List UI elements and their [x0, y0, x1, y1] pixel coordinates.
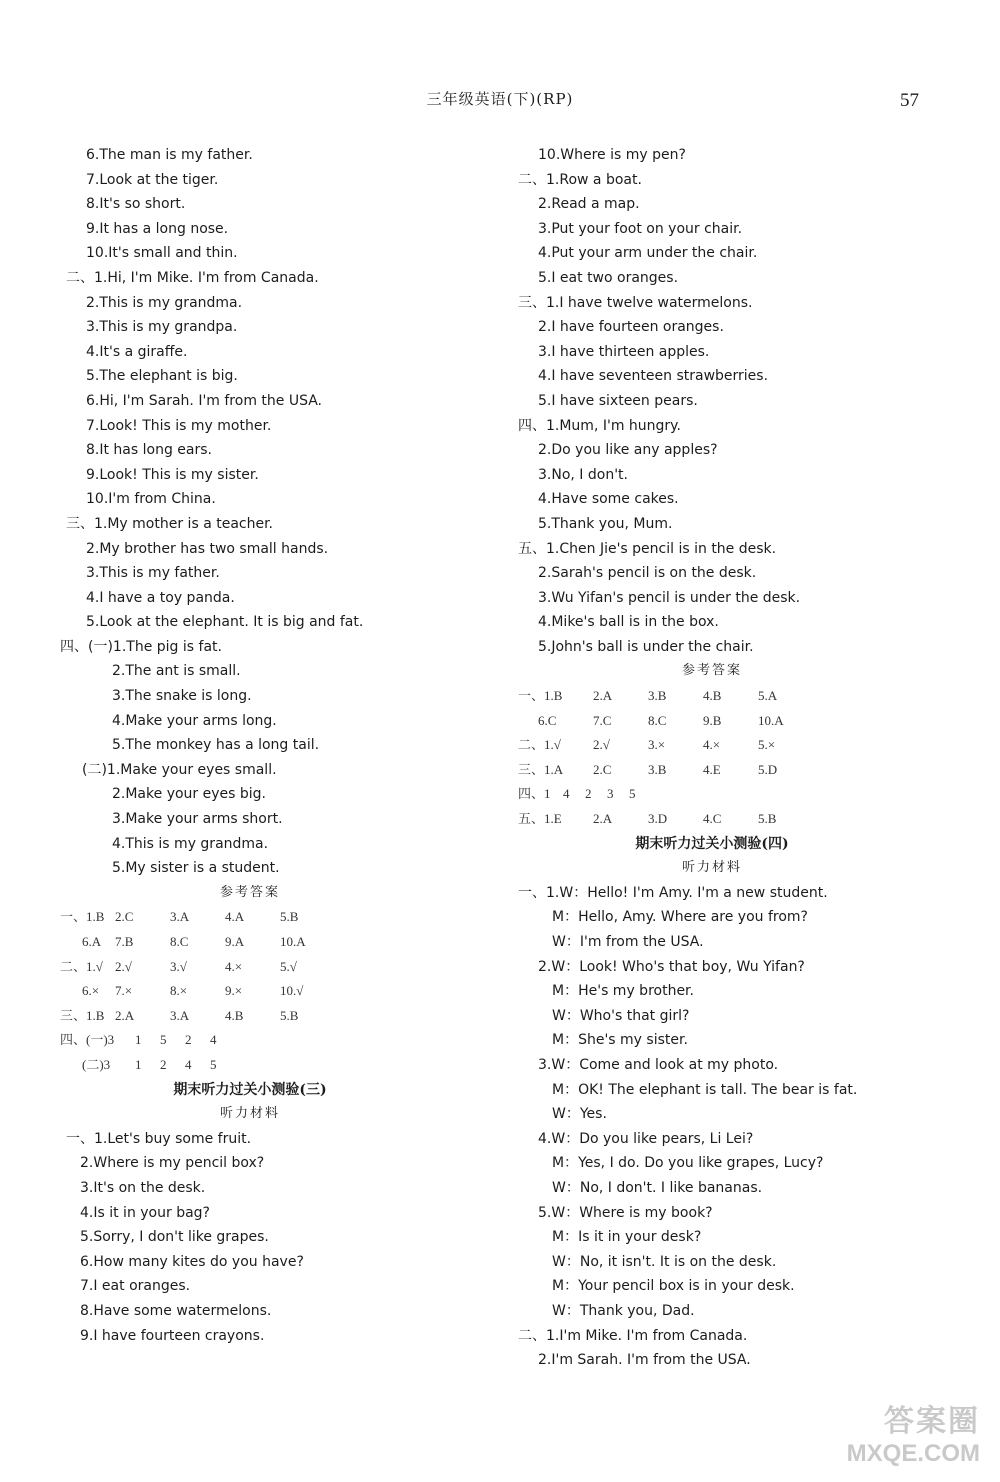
text-line: 7.Look at the tiger.: [86, 171, 219, 188]
test3-title: 期末听力过关小测验(三): [173, 1081, 327, 1098]
answer-cell: 4.B: [225, 1007, 244, 1023]
answer-cell: 5.B: [758, 811, 777, 827]
text-line: 2.I have fourteen oranges.: [538, 319, 724, 336]
dialogue-line: 2.W：Look! Who's that boy, Wu Yifan?: [538, 958, 805, 975]
text-line: 6.How many kites do you have?: [80, 1253, 304, 1270]
text-line: 2.Where is my pencil box?: [80, 1155, 265, 1172]
answer-cell: 2.C: [115, 909, 134, 925]
answer-row: [512, 733, 932, 758]
answers-title: 参考答案: [219, 884, 280, 900]
answer-cell: 2: [585, 786, 592, 802]
answer-cell: 三、1.A: [518, 761, 564, 777]
text-line: 4.Have some cakes.: [538, 491, 679, 508]
text-line: 8.It has long ears.: [86, 442, 212, 459]
answer-row: [512, 709, 932, 734]
text-line: 6.The man is my father.: [86, 147, 253, 163]
text-line: 9.I have fourteen crayons.: [80, 1327, 265, 1344]
text-line: 10.Where is my pen?: [538, 147, 686, 163]
answer-cell: 4: [185, 1056, 192, 1072]
dialogue-line: W：Thank you, Dad.: [552, 1302, 695, 1319]
answer-row: [60, 1028, 480, 1053]
answer-cell: 三、1.B: [60, 1007, 105, 1023]
text-line: 5.John's ball is under the chair.: [538, 638, 754, 655]
text-line: 3.Wu Yifan's pencil is under the desk.: [538, 589, 801, 606]
answers-title: 参考答案: [681, 663, 742, 679]
answer-cell: 3.×: [648, 737, 666, 753]
answer-cell: 9.B: [703, 712, 722, 728]
text-line: 10.I'm from China.: [86, 491, 216, 508]
text-line: 2.I'm Sarah. I'm from the USA.: [538, 1352, 751, 1369]
answer-cell: 9.×: [225, 983, 243, 999]
dialogue-line: W：No, I don't. I like bananas.: [552, 1179, 763, 1196]
text-line: 9.Look! This is my sister.: [86, 466, 259, 483]
answer-cell: 四、(一)3: [60, 1032, 115, 1048]
answer-cell: 2.C: [593, 761, 612, 777]
test4-title: 期末听力过关小测验(四): [635, 835, 789, 852]
text-line: 5.The monkey has a long tail.: [112, 737, 320, 754]
answer-cell: 5.B: [280, 909, 299, 925]
answer-row: [60, 930, 480, 955]
dialogue-line: M：She's my sister.: [552, 1032, 688, 1049]
answer-row: [60, 1053, 480, 1078]
answer-cell: 2: [160, 1056, 167, 1072]
answer-cell: 一、1.B: [60, 909, 105, 925]
answer-cell: 五、1.E: [518, 811, 562, 827]
answer-cell: 2.√: [115, 958, 132, 974]
text-line: 5.Sorry, I don't like grapes.: [80, 1229, 269, 1246]
answer-row: [60, 905, 480, 930]
text-line: 3.This is my father.: [86, 565, 220, 582]
answer-cell: 4.C: [703, 811, 722, 827]
text-line: 2.Make your eyes big.: [112, 786, 266, 803]
dialogue-line: 5.W：Where is my book?: [538, 1204, 713, 1221]
section-heading-line: 五、1.Chen Jie's pencil is in the desk.: [518, 540, 777, 557]
answer-cell: 4.×: [703, 737, 721, 753]
dialogue-line: M：Yes, I do. Do you like grapes, Lucy?: [552, 1155, 824, 1172]
section-heading-line: 二、1.Hi, I'm Mike. I'm from Canada.: [66, 269, 319, 286]
text-line: 4.Make your arms long.: [112, 712, 277, 729]
text-line: 2.My brother has two small hands.: [86, 540, 329, 557]
text-line: 2.The ant is small.: [112, 663, 241, 680]
text-line: 9.It has a long nose.: [86, 220, 229, 237]
section-heading-line: 三、1.My mother is a teacher.: [66, 515, 274, 532]
left-column: [60, 143, 480, 1348]
text-line: 5.Thank you, Mum.: [538, 515, 673, 532]
text-line: 3.Put your foot on your chair.: [538, 220, 743, 237]
answer-cell: 8.×: [170, 983, 188, 999]
answer-cell: 3.A: [170, 909, 190, 925]
text-line: 8.Have some watermelons.: [80, 1302, 272, 1319]
answer-row: [60, 979, 480, 1004]
answer-cell: 10.A: [280, 934, 306, 949]
answer-cell: 7.C: [593, 712, 612, 728]
section-heading-line: 二、1.I'm Mike. I'm from Canada.: [518, 1327, 748, 1344]
dialogue-line: M：OK! The elephant is tall. The bear is fat.: [552, 1081, 858, 1098]
answer-cell: 3.√: [170, 958, 187, 974]
dialogue-line: W：Yes.: [552, 1106, 607, 1123]
section-heading-line: 一、1.W：Hello! I'm Amy. I'm a new student.: [518, 884, 828, 901]
answer-cell: 4.A: [225, 909, 245, 925]
answer-cell: 5.A: [758, 688, 778, 704]
answer-cell: 5: [160, 1032, 167, 1048]
answer-cell: 5: [629, 786, 636, 802]
dialogue-line: 4.W：Do you like pears, Li Lei?: [538, 1130, 754, 1147]
text-line: 4.It's a giraffe.: [86, 343, 188, 360]
answer-cell: 3: [607, 786, 614, 802]
answer-cell: 2.A: [593, 811, 613, 827]
answer-cell: 5.√: [280, 958, 297, 974]
answer-row: [60, 1004, 480, 1029]
answer-cell: 5.×: [758, 737, 776, 753]
dialogue-line: M：Your pencil box is in your desk.: [552, 1278, 795, 1295]
text-line: 5.I have sixteen pears.: [538, 392, 698, 409]
text-line: 5.I eat two oranges.: [538, 269, 679, 286]
answer-row: [512, 807, 932, 832]
answer-row: [512, 684, 932, 709]
text-line: 2.Read a map.: [538, 196, 640, 213]
answer-cell: 1: [135, 1056, 142, 1072]
answer-cell: 6.A: [82, 934, 102, 949]
dialogue-line: M：Hello, Amy. Where are you from?: [552, 909, 808, 926]
answer-cell: 9.A: [225, 934, 245, 949]
text-line: 3.The snake is long.: [112, 688, 252, 705]
dialogue-line: W：Who's that girl?: [552, 1007, 690, 1024]
header-title: 三年级英语(下)(RP): [426, 90, 574, 108]
answer-cell: 四、1: [518, 786, 551, 802]
watermark-cn: 答案圈: [884, 1404, 980, 1439]
test4-subtitle: 听力材料: [681, 860, 742, 876]
text-line: 4.Put your arm under the chair.: [538, 245, 758, 262]
text-line: 3.This is my grandpa.: [86, 319, 238, 336]
dialogue-line: W：I'm from the USA.: [552, 934, 704, 950]
text-line: 4.I have a toy panda.: [86, 589, 235, 606]
section-heading-line: 三、1.I have twelve watermelons.: [518, 294, 753, 311]
dialogue-line: W：No, it isn't. It is on the desk.: [552, 1253, 777, 1270]
answer-cell: 2.√: [593, 737, 610, 753]
answer-cell: 4: [210, 1032, 217, 1048]
text-line: 2.Sarah's pencil is on the desk.: [538, 565, 757, 582]
answer-cell: 4.E: [703, 761, 721, 777]
answer-cell: 7.B: [115, 934, 134, 949]
text-line: 6.Hi, I'm Sarah. I'm from the USA.: [86, 392, 323, 409]
page-number: 57: [900, 90, 919, 111]
text-line: 2.Do you like any apples?: [538, 442, 718, 459]
answer-cell: 2.A: [593, 688, 613, 704]
answer-cell: 10.A: [758, 712, 784, 728]
answer-cell: 8.C: [648, 712, 667, 728]
answer-cell: 5.B: [280, 1007, 299, 1023]
answer-cell: 二、1.√: [60, 958, 103, 974]
section-heading-line: 一、1.Let's buy some fruit.: [66, 1130, 252, 1147]
text-line: 10.It's small and thin.: [86, 245, 238, 262]
answer-cell: 2: [185, 1032, 192, 1048]
text-line: 7.Look! This is my mother.: [86, 417, 272, 434]
answer-cell: 3.B: [648, 688, 667, 704]
section-heading-line: 四、1.Mum, I'm hungry.: [518, 417, 681, 434]
answer-cell: 一、1.B: [518, 688, 563, 704]
section-heading-line: (二)1.Make your eyes small.: [82, 761, 277, 778]
text-line: 7.I eat oranges.: [80, 1278, 191, 1295]
watermark-logo: [847, 1396, 980, 1468]
answer-cell: 4: [563, 786, 570, 802]
text-line: 3.Make your arms short.: [112, 811, 283, 828]
text-line: 4.Is it in your bag?: [80, 1204, 210, 1221]
text-line: 8.It's so short.: [86, 196, 186, 213]
answer-cell: 3.B: [648, 761, 667, 777]
answer-cell: 3.A: [170, 1007, 190, 1023]
section-heading-line: 四、(一)1.The pig is fat.: [60, 638, 222, 655]
answer-cell: 4.B: [703, 688, 722, 704]
text-line: 5.Look at the elephant. It is big and fat.: [86, 614, 364, 631]
section-heading-line: 二、1.Row a boat.: [518, 171, 642, 188]
watermark-en: MXQE.COM: [846, 1440, 980, 1467]
text-line: 4.Mike's ball is in the box.: [538, 614, 719, 631]
text-line: 3.I have thirteen apples.: [538, 343, 710, 360]
answer-cell: 8.C: [170, 934, 189, 949]
text-line: 2.This is my grandma.: [86, 294, 243, 311]
text-line: 3.It's on the desk.: [80, 1179, 206, 1196]
text-line: 4.I have seventeen strawberries.: [538, 368, 769, 385]
dialogue-line: M：He's my brother.: [552, 983, 694, 1000]
answer-row: [512, 782, 932, 807]
dialogue-line: M：Is it in your desk?: [552, 1229, 702, 1246]
answer-row: [60, 955, 480, 980]
answer-cell: 6.×: [82, 983, 100, 999]
answer-cell: 6.C: [538, 712, 557, 728]
answer-cell: (二)3: [82, 1056, 111, 1072]
answer-cell: 4.×: [225, 958, 243, 974]
text-line: 4.This is my grandma.: [112, 835, 269, 852]
right-column: [512, 143, 932, 1373]
answer-cell: 1: [135, 1032, 142, 1048]
answer-cell: 3.D: [648, 811, 668, 827]
answer-cell: 二、1.√: [518, 737, 561, 753]
text-line: 5.My sister is a student.: [112, 860, 280, 877]
answer-cell: 2.A: [115, 1007, 135, 1023]
answer-row: [512, 758, 932, 783]
text-line: 3.No, I don't.: [538, 466, 628, 483]
answer-cell: 5.D: [758, 761, 778, 777]
test3-subtitle: 听力材料: [219, 1106, 280, 1122]
dialogue-line: 3.W：Come and look at my photo.: [538, 1056, 779, 1073]
answer-cell: 5: [210, 1056, 217, 1072]
text-line: 5.The elephant is big.: [86, 368, 238, 385]
answer-cell: 10.√: [280, 983, 304, 999]
answer-cell: 7.×: [115, 983, 133, 999]
